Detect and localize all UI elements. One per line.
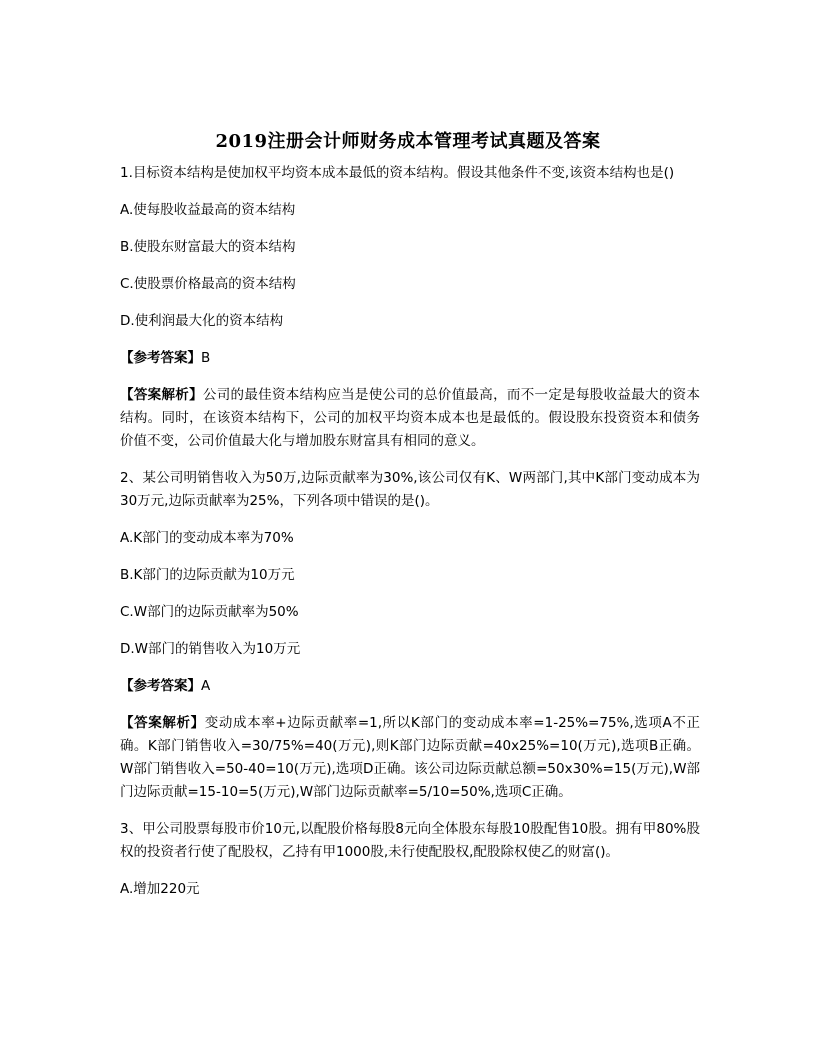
question-2-option-a: A.K部门的变动成本率为70% [120, 530, 294, 546]
question-1-option-d: D.使利润最大化的资本结构 [120, 313, 284, 329]
answer-label: 【参考答案】 [120, 678, 201, 694]
question-3-option-a: A.增加220元 [120, 881, 200, 897]
answer-label: 【参考答案】 [120, 350, 201, 366]
question-1-stem: 1.目标资本结构是使加权平均资本成本最低的资本结构。假设其他条件不变,该资本结构也是() [120, 165, 675, 181]
question-1-analysis [120, 384, 700, 453]
question-2-stem: 2、某公司明销售收入为50万,边际贡献率为30%,该公司仅有K、W两部门,其中K部门变动成本为30万元,边际贡献率为25%，下列各项中错误的是()。 [120, 470, 700, 509]
question-2-answer [120, 675, 700, 698]
question-1-option-c: C.使股票价格最高的资本结构 [120, 276, 296, 292]
analysis-label: 【答案解析】 [120, 387, 203, 403]
question-1-option-a: A.使每股收益最高的资本结构 [120, 202, 296, 218]
question-1-option-b: B.使股东财富最大的资本结构 [120, 239, 296, 255]
question-2-option-b: B.K部门的边际贡献为10万元 [120, 567, 295, 583]
question-2-option-c: C.W部门的边际贡献率为50% [120, 604, 299, 620]
document-title: 2019注册会计师财务成本管理考试真题及答案 [215, 131, 601, 152]
question-2-analysis [120, 712, 700, 804]
analysis-text: 变动成本率+边际贡献率=1,所以K部门的变动成本率=1-25%=75%,选项A不正确。K部门销售收入=30/75%=40(万元),则K部门边际贡献=40x25%=10(万元),选项B正确。W部门销售收入=50-40=10(万元),选项D正确。该公司边际贡献总额=50x30%=15(万元),W部门边际贡献=15-10=5(万元),W部门边际贡献率=5/10=50%,选项C正确。 [120, 715, 701, 800]
document-body [120, 162, 700, 901]
question-2-option-d: D.W部门的销售收入为10万元 [120, 641, 301, 657]
question-1-answer [120, 347, 700, 370]
answer-value: B [201, 350, 211, 366]
question-3-stem: 3、甲公司股票每股市价10元,以配股价格每股8元向全体股东每股10股配售10股。拥有甲80%股权的投资者行使了配股权，乙持有甲1000股,未行使配股权,配股除权使乙的财富()。 [120, 821, 700, 860]
analysis-label: 【答案解析】 [120, 715, 205, 731]
analysis-text: 公司的最佳资本结构应当是使公司的总价值最高，而不一定是每股收益最大的资本结构。同时，在该资本结构下，公司的加权平均资本成本也是最低的。假设股东投资资本和债务价值不变，公司价值最大化与增加股东财富具有相同的意义。 [120, 387, 701, 449]
answer-value: A [201, 678, 211, 694]
